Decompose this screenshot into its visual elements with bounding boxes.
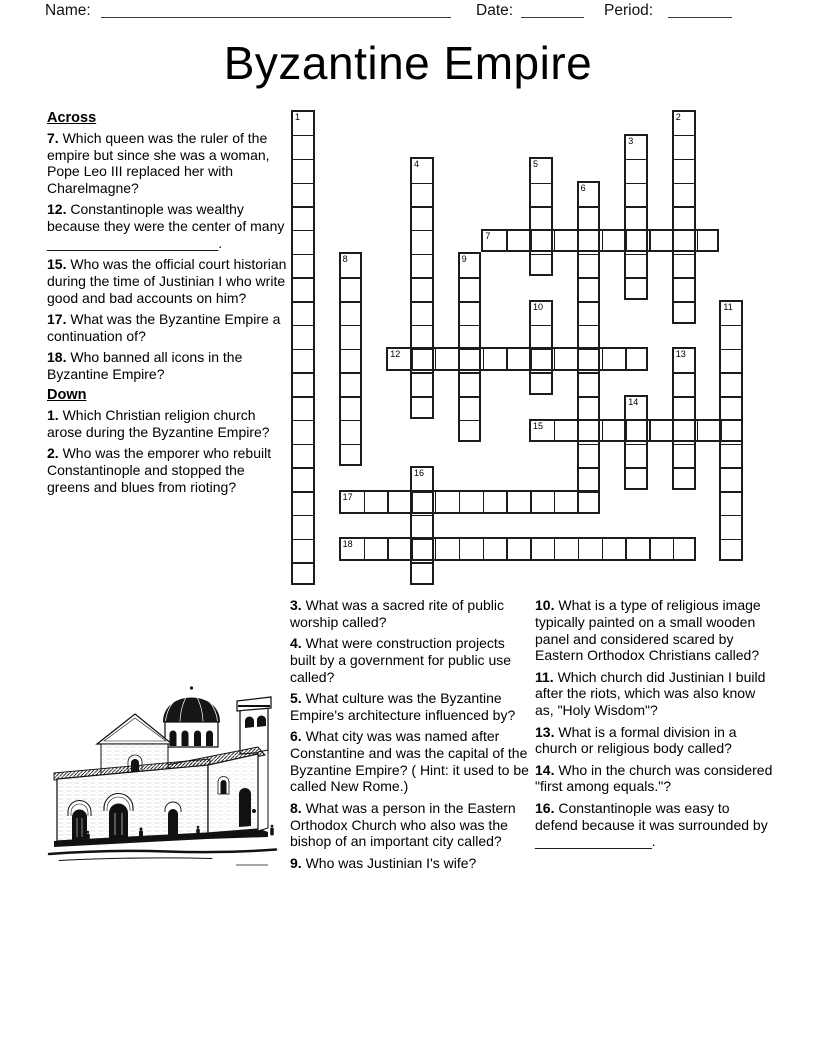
cell-divider: [721, 491, 741, 492]
cell-divider: [293, 372, 313, 373]
clue-text: Constantinople was easy to defend because it was surrounded by _______________.: [535, 799, 768, 850]
cell-divider: [459, 349, 460, 369]
cell-divider: [721, 515, 741, 516]
cell-number: 17: [342, 491, 353, 502]
cell-divider: [554, 492, 555, 512]
cell-divider: [293, 159, 313, 160]
clue-text: Who in the church was considered "first among equals."?: [535, 761, 773, 795]
clue-text: Which Christian religion church arose during the Byzantine Empire?: [47, 407, 270, 441]
cell-divider: [293, 254, 313, 255]
clue-number: 8.: [290, 799, 302, 816]
cell-divider: [506, 349, 507, 369]
cell-number: 4: [414, 159, 420, 170]
clue-column-bottom-left: [290, 597, 534, 876]
cell-divider: [293, 277, 313, 278]
cell-divider: [530, 349, 531, 369]
cell-divider: [506, 539, 507, 559]
cell-divider: [578, 492, 579, 512]
down-heading: Down: [47, 387, 87, 404]
clue: [290, 800, 534, 850]
clue-number: 5.: [290, 689, 302, 706]
clue-number: 14.: [535, 761, 555, 778]
cell-divider: [459, 539, 460, 559]
cell-divider: [674, 372, 694, 373]
cell-divider: [674, 467, 694, 468]
cell-divider: [673, 231, 674, 251]
cell-divider: [579, 301, 599, 302]
cell-divider: [364, 539, 365, 559]
clue-text: Who banned all icons in the Byzantine Empire?: [47, 349, 243, 383]
clue-text: What were construction projects built by a government for public use called?: [290, 635, 512, 685]
clue-text: What culture was the Byzantine Empire's architecture influenced by?: [290, 689, 516, 723]
cell-divider: [412, 396, 432, 397]
word-8-down[interactable]: [339, 252, 363, 466]
cell-divider: [626, 277, 646, 278]
cell-divider: [364, 492, 365, 512]
cell-divider: [602, 421, 603, 441]
cell-divider: [293, 349, 313, 350]
cell-divider: [293, 301, 313, 302]
cell-divider: [293, 444, 313, 445]
clue-text: What was a person in the Eastern Orthodox Church who also was the bishop of an important city called?: [290, 799, 516, 850]
cell-divider: [721, 539, 741, 540]
cell-divider: [674, 444, 694, 445]
cell-divider: [579, 254, 599, 255]
cell-divider: [674, 183, 694, 184]
clue-number: 12.: [47, 201, 67, 218]
cell-divider: [460, 396, 480, 397]
clue-column-bottom-right: [535, 597, 773, 855]
cell-divider: [411, 349, 412, 369]
cell-divider: [625, 231, 626, 251]
cell-number: 18: [342, 539, 353, 550]
cell-divider: [721, 421, 722, 441]
clue: [47, 256, 288, 306]
date-write-line[interactable]: [521, 2, 584, 18]
cell-divider: [460, 420, 480, 421]
clue-text: What is a formal division in a church or religious body called?: [535, 723, 737, 757]
down-clues-bottom-left: [290, 597, 534, 871]
cell-divider: [387, 539, 388, 559]
cell-divider: [578, 539, 579, 559]
cell-number: 8: [342, 254, 348, 265]
cell-divider: [341, 277, 361, 278]
clue: [290, 855, 534, 872]
clue-number: 10.: [535, 597, 555, 613]
cell-divider: [578, 421, 579, 441]
clue: [535, 762, 773, 796]
cell-divider: [412, 372, 432, 373]
cell-divider: [435, 492, 436, 512]
clue-text: What was the Byzantine Empire a continuation of?: [47, 311, 281, 345]
clue: [47, 445, 288, 495]
word-2-down[interactable]: [672, 110, 696, 324]
cell-divider: [530, 492, 531, 512]
clue-number: 17.: [47, 311, 67, 328]
clue-text: What was a sacred rite of public worship called?: [290, 597, 504, 630]
cell-divider: [674, 254, 694, 255]
cell-number: 7: [485, 230, 491, 241]
cell-divider: [554, 539, 555, 559]
cell-divider: [579, 206, 599, 207]
clue-number: 15.: [47, 256, 67, 273]
cell-divider: [506, 231, 507, 251]
cell-divider: [412, 254, 432, 255]
cell-divider: [293, 539, 313, 540]
cell-divider: [626, 206, 646, 207]
name-write-line[interactable]: [101, 2, 451, 18]
cell-divider: [341, 444, 361, 445]
clue: [47, 130, 288, 197]
clue: [47, 349, 288, 383]
cell-divider: [293, 230, 313, 231]
period-write-line[interactable]: [668, 2, 732, 18]
clue: [47, 407, 288, 441]
clue: [535, 669, 773, 719]
cell-divider: [649, 421, 650, 441]
cell-divider: [293, 562, 313, 563]
cell-divider: [459, 492, 460, 512]
word-7-across[interactable]: [481, 229, 719, 253]
cell-divider: [531, 254, 551, 255]
cell-divider: [531, 372, 551, 373]
cell-divider: [460, 372, 480, 373]
cell-divider: [579, 467, 599, 468]
cell-divider: [554, 349, 555, 369]
cell-divider: [412, 301, 432, 302]
name-label: Name:: [45, 2, 91, 19]
cell-divider: [697, 231, 698, 251]
crossword-grid[interactable]: [291, 110, 744, 585]
cell-divider: [341, 301, 361, 302]
clue-text: Who was Justinian I's wife?: [301, 854, 477, 871]
clue-number: 16.: [535, 799, 555, 816]
clue-number: 1.: [47, 407, 59, 424]
cell-divider: [435, 539, 436, 559]
clue: [535, 800, 773, 850]
cell-number: 3: [628, 135, 634, 146]
clue-number: 2.: [47, 445, 59, 462]
cell-divider: [602, 231, 603, 251]
cell-divider: [626, 159, 646, 160]
word-16-down[interactable]: [410, 466, 434, 585]
clue-text: What is a type of religious image typically painted on a small wooden panel and considered scared by Eastern Orthodox Christians called?: [535, 597, 761, 664]
cell-divider: [721, 396, 741, 397]
cell-divider: [341, 325, 361, 326]
cell-divider: [674, 135, 694, 136]
cell-divider: [530, 539, 531, 559]
cell-divider: [530, 231, 531, 251]
clue: [535, 597, 773, 664]
cell-number: 13: [675, 349, 686, 360]
cell-divider: [341, 396, 361, 397]
cell-number: 15: [533, 420, 544, 431]
cell-divider: [554, 231, 555, 251]
word-18-across[interactable]: [339, 537, 696, 561]
cell-number: 1: [295, 112, 301, 122]
clue-text: Who was the emporer who rebuilt Constantinople and stopped the greens and blues from rioting?: [47, 445, 272, 495]
cell-number: 16: [414, 468, 425, 479]
clue-text: Which church did Justinian I build after the riots, which was also know as, "Holy Wisdom"?: [535, 668, 766, 719]
cell-number: 9: [461, 254, 467, 265]
cell-divider: [554, 421, 555, 441]
cell-divider: [626, 183, 646, 184]
cell-divider: [412, 277, 432, 278]
cell-divider: [578, 349, 579, 369]
clue-number: 11.: [535, 668, 554, 685]
cell-number: 10: [533, 301, 544, 312]
word-1-down[interactable]: [291, 110, 315, 585]
cell-divider: [293, 515, 313, 516]
cell-divider: [293, 183, 313, 184]
cell-divider: [460, 277, 480, 278]
clue: [47, 201, 288, 251]
byzantine-church-illustration: [42, 660, 282, 872]
clue-text: Who was the official court historian during the time of Justinian I who write good and bad accounts on him?: [47, 256, 287, 306]
cell-divider: [649, 539, 650, 559]
cell-divider: [625, 539, 626, 559]
cell-divider: [387, 492, 388, 512]
cell-divider: [412, 230, 432, 231]
cell-divider: [649, 231, 650, 251]
word-4-down[interactable]: [410, 157, 434, 418]
clue-number: 3.: [290, 597, 302, 613]
cell-divider: [626, 467, 646, 468]
cell-divider: [626, 254, 646, 255]
cell-divider: [697, 421, 698, 441]
word-5-down[interactable]: [529, 157, 553, 276]
cell-divider: [531, 206, 551, 207]
cell-divider: [412, 325, 432, 326]
cell-divider: [483, 492, 484, 512]
across-heading: Across: [47, 110, 97, 126]
cell-divider: [412, 183, 432, 184]
cell-divider: [460, 325, 480, 326]
cell-divider: [483, 539, 484, 559]
cell-divider: [721, 325, 741, 326]
clue: [290, 690, 534, 724]
clue: [47, 311, 288, 345]
cell-number: 2: [675, 112, 681, 122]
period-label: Period:: [604, 2, 654, 19]
down-clues-bottom-right: [535, 597, 773, 850]
cell-divider: [411, 492, 412, 512]
word-14-down[interactable]: [624, 395, 648, 490]
cell-divider: [673, 539, 674, 559]
word-15-across[interactable]: [529, 419, 743, 443]
across-clues: [47, 130, 288, 383]
clue-number: 4.: [290, 635, 302, 652]
clue-text: Constantinople was wealthy because they were the center of many ______________________.: [47, 201, 285, 252]
cell-divider: [674, 159, 694, 160]
clue-number: 6.: [290, 728, 302, 745]
cell-divider: [435, 349, 436, 369]
cell-divider: [673, 421, 674, 441]
cell-divider: [721, 444, 741, 445]
cell-divider: [412, 515, 432, 516]
clue-number: 18.: [47, 349, 67, 366]
cell-divider: [602, 349, 603, 369]
cell-divider: [579, 325, 599, 326]
cell-divider: [293, 467, 313, 468]
cell-divider: [674, 396, 694, 397]
word-17-across[interactable]: [339, 490, 601, 514]
cell-divider: [626, 444, 646, 445]
clue-number: 13.: [535, 723, 555, 740]
cell-divider: [579, 444, 599, 445]
cell-divider: [625, 349, 626, 369]
clue: [535, 724, 773, 758]
date-label: Date:: [476, 2, 514, 19]
cell-divider: [341, 420, 361, 421]
cell-divider: [293, 491, 313, 492]
cell-divider: [531, 325, 551, 326]
cell-divider: [579, 277, 599, 278]
cell-divider: [579, 372, 599, 373]
cell-divider: [411, 539, 412, 559]
cell-divider: [578, 231, 579, 251]
cell-number: 5: [533, 159, 539, 170]
cell-divider: [721, 467, 741, 468]
cell-divider: [293, 135, 313, 136]
cell-divider: [341, 349, 361, 350]
cell-divider: [626, 421, 627, 441]
clue-text: Which queen was the ruler of the empire but since she was a woman, Pope Leo III replaced her with Charelmagne?: [47, 129, 270, 197]
cell-divider: [674, 206, 694, 207]
cell-divider: [721, 349, 741, 350]
cell-divider: [412, 206, 432, 207]
cell-divider: [674, 301, 694, 302]
cell-divider: [483, 349, 484, 369]
clue: [290, 597, 534, 631]
word-12-across[interactable]: [386, 347, 648, 371]
cell-divider: [579, 396, 599, 397]
cell-number: 11: [723, 301, 733, 312]
clue-number: 7.: [47, 129, 59, 146]
cell-divider: [293, 396, 313, 397]
cell-number: 14: [628, 396, 639, 407]
word-3-down[interactable]: [624, 134, 648, 300]
cell-divider: [674, 277, 694, 278]
clue: [290, 728, 534, 795]
page-title: Byzantine Empire: [223, 37, 593, 89]
cell-divider: [602, 539, 603, 559]
cell-divider: [531, 183, 551, 184]
clue: [290, 635, 534, 685]
cell-divider: [506, 492, 507, 512]
cell-divider: [412, 562, 432, 563]
cell-number: 12: [390, 349, 401, 360]
down-clues-left: [47, 407, 288, 495]
cell-divider: [293, 420, 313, 421]
cell-divider: [460, 301, 480, 302]
cell-divider: [293, 206, 313, 207]
clue-number: 9.: [290, 854, 302, 871]
cell-divider: [293, 325, 313, 326]
cell-divider: [721, 372, 741, 373]
clue-column-left: [47, 110, 288, 500]
cell-divider: [341, 372, 361, 373]
clue-text: What city was was named after Constantine and was the capital of the Byzantine Empire? ( Hint: it used to be called New Rome.): [290, 728, 529, 795]
cell-number: 6: [580, 183, 586, 194]
